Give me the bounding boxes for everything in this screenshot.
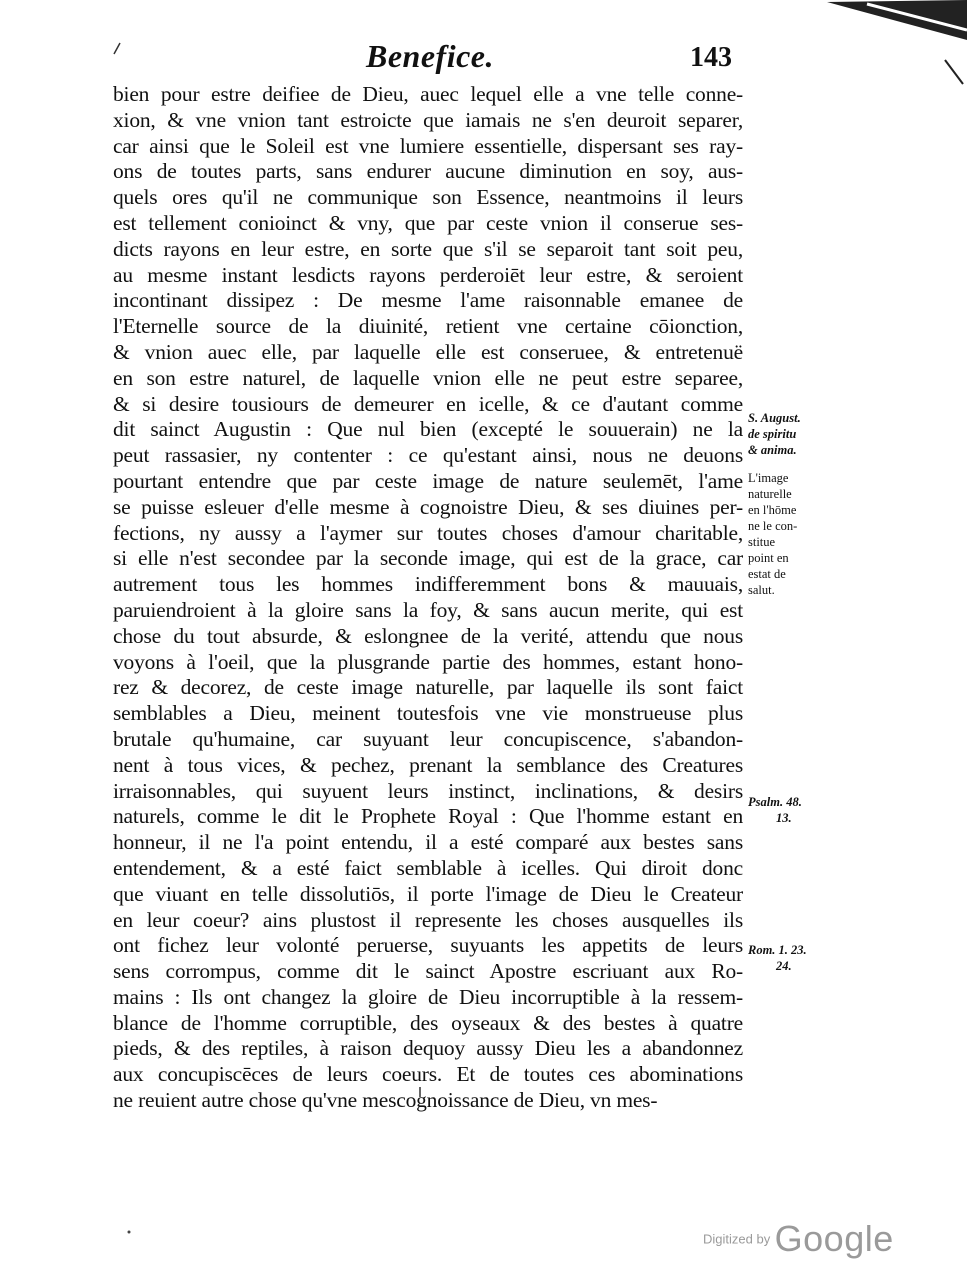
- text-line: mains : Ils ont changez la gloire de Dieu incorruptible à la ressem-: [113, 984, 743, 1009]
- text-line: chose du tout absurde, & eslongnee de la verité, attendu que nous: [113, 623, 743, 648]
- text-line: honneur, il ne l'a point entendu, il a esté comparé aux bestes sans: [113, 830, 743, 855]
- page-corner-mark: [827, 0, 967, 90]
- text-line: quels ores qu'il ne communique son Essence, neantmoins il leurs: [113, 185, 743, 210]
- margin-note-line: 24.: [776, 959, 792, 973]
- text-line: ne reuient autre chose qu'vne mescognoissance de Dieu, vn mes-: [113, 1088, 658, 1113]
- google-watermark: [703, 1218, 894, 1260]
- text-line: bien pour estre deifiee de Dieu, auec lequel elle a vne telle conne-: [113, 82, 743, 106]
- text-line: sens corrompus, comme dit le sainct Apostre escriuant aux Ro-: [113, 959, 743, 984]
- ink-tick-mark: [112, 42, 122, 56]
- ink-tick-mark: [415, 1086, 425, 1098]
- text-line: l'Eternelle source de la diuinité, retient vne certaine cōionction,: [113, 314, 743, 339]
- text-line: en son estre naturel, de laquelle vnion elle ne peut estre separee,: [113, 365, 743, 390]
- text-line: est tellement conioinct & vny, que par ceste vnion il conserue ses-: [113, 210, 743, 235]
- text-line: car ainsi que le Soleil est vne lumiere essentielle, dispersant ses ray-: [113, 133, 743, 158]
- text-line: si elle n'est secondee par la seconde image, qui est de la grace, car: [113, 546, 743, 571]
- text-line: brutale qu'humaine, car suyuant leur concupiscence, s'abandon-: [113, 726, 743, 751]
- body-text: [113, 82, 743, 1114]
- margin-note-line: de spiritu: [748, 427, 797, 441]
- text-line: naturels, comme le dit le Prophete Royal : Que l'homme estant en: [113, 804, 743, 829]
- text-line: nent à tous vices, & pechez, prenant la semblance des Creatures: [113, 752, 743, 777]
- ink-dot: [125, 1228, 133, 1236]
- page-number: 143: [690, 42, 732, 73]
- text-line: au mesme instant lesdicts rayons perderoiēt leur estre, & seroient: [113, 262, 743, 287]
- margin-note-augustine: [748, 410, 828, 458]
- text-line: & si desire tousiours de demeurer en icelle, & ce d'autant comme: [113, 391, 743, 416]
- margin-note-line: stitue: [748, 535, 776, 549]
- text-line: fections, ny aussy a l'aymer sur toutes choses d'amour charitable,: [113, 520, 743, 545]
- text-line: peut rassasier, ny contenter : ce qu'estant ainsi, nous ne deuons: [113, 443, 743, 468]
- text-line: se puisse esleuer d'elle mesme à cognoistre Dieu, & ses diuines per-: [113, 494, 743, 519]
- margin-note-line: naturelle: [748, 487, 792, 501]
- text-line: paruiendroient à la gloire sans la foy, & sans aucun merite, qui est: [113, 597, 743, 622]
- margin-note-line: Psalm. 48.: [748, 795, 802, 809]
- margin-note-line: estat de: [748, 567, 786, 581]
- margin-note-line: L'image: [748, 471, 789, 485]
- text-line: xion, & vne vnion tant estroicte que iamais ne s'en deuroit separer,: [113, 107, 743, 132]
- text-line: que viuant en telle dissolutiōs, il porte l'image de Dieu le Createur: [113, 881, 743, 906]
- margin-note-line: ne le con-: [748, 519, 798, 533]
- text-line: en leur coeur? ains plustost il represente les choses ausquelles ils: [113, 907, 743, 932]
- text-line: ons de toutes parts, sans endurer aucune diminution en soy, aus-: [113, 159, 743, 184]
- text-line: pieds, & des reptiles, à raison dequoy aussy Dieu les a abandonnez: [113, 1036, 743, 1061]
- text-line: incontinant dissipez : De mesme l'ame raisonnable emanee de: [113, 288, 743, 313]
- text-line: autrement tous les hommes indifferemment bons & mauuais,: [113, 572, 743, 597]
- margin-note-image: [748, 470, 828, 598]
- watermark-brand: Google: [774, 1218, 894, 1259]
- text-line: & vnion auec elle, par laquelle elle est conseruee, & entretenuë: [113, 339, 743, 364]
- text-line: entendement, & a esté faict semblable à icelles. Qui diroit donc: [113, 855, 743, 880]
- margin-note-line: & anima.: [748, 443, 797, 457]
- text-line: dit sainct Augustin : Que nul bien (excepté le souuerain) ne la: [113, 417, 743, 442]
- text-line: semblables a Dieu, meinent toutesfois vne vie monstrueuse plus: [113, 701, 743, 726]
- margin-note-psalm: [748, 794, 828, 826]
- margin-note-line: point en: [748, 551, 789, 565]
- watermark-prefix: Digitized by: [703, 1231, 771, 1247]
- margin-note-line: Rom. 1. 23.: [748, 943, 807, 957]
- text-line: dicts rayons en leur estre, en sorte que s'il se separoit tant soit peu,: [113, 236, 743, 261]
- text-line: irraisonnables, qui suyuent leurs instinct, inclinations, & desirs: [113, 778, 743, 803]
- text-line: blance de l'homme corruptible, des oyseaux & des bestes à quatre: [113, 1010, 743, 1035]
- margin-note-romans: [748, 942, 828, 974]
- margin-note-line: en l'hōme: [748, 503, 797, 517]
- margin-note-line: salut.: [748, 583, 775, 597]
- text-line: rez & decorez, de ceste image naturelle, par laquelle ils sont faict: [113, 675, 743, 700]
- text-line: pourtant entendre que par ceste image de nature seulemēt, l'ame: [113, 468, 743, 493]
- text-line: voyons à l'oeil, que la plusgrande partie des hommes, estant hono-: [113, 649, 743, 674]
- margin-note-line: 13.: [776, 811, 792, 825]
- margin-note-line: S. August.: [748, 411, 801, 425]
- text-line: ont fichez leur volonté peruerse, suyuants les appetits de leurs: [113, 933, 743, 958]
- running-head: Benefice.: [366, 38, 494, 74]
- text-line: aux concupiscēces de leurs coeurs. Et de toutes ces abominations: [113, 1062, 743, 1087]
